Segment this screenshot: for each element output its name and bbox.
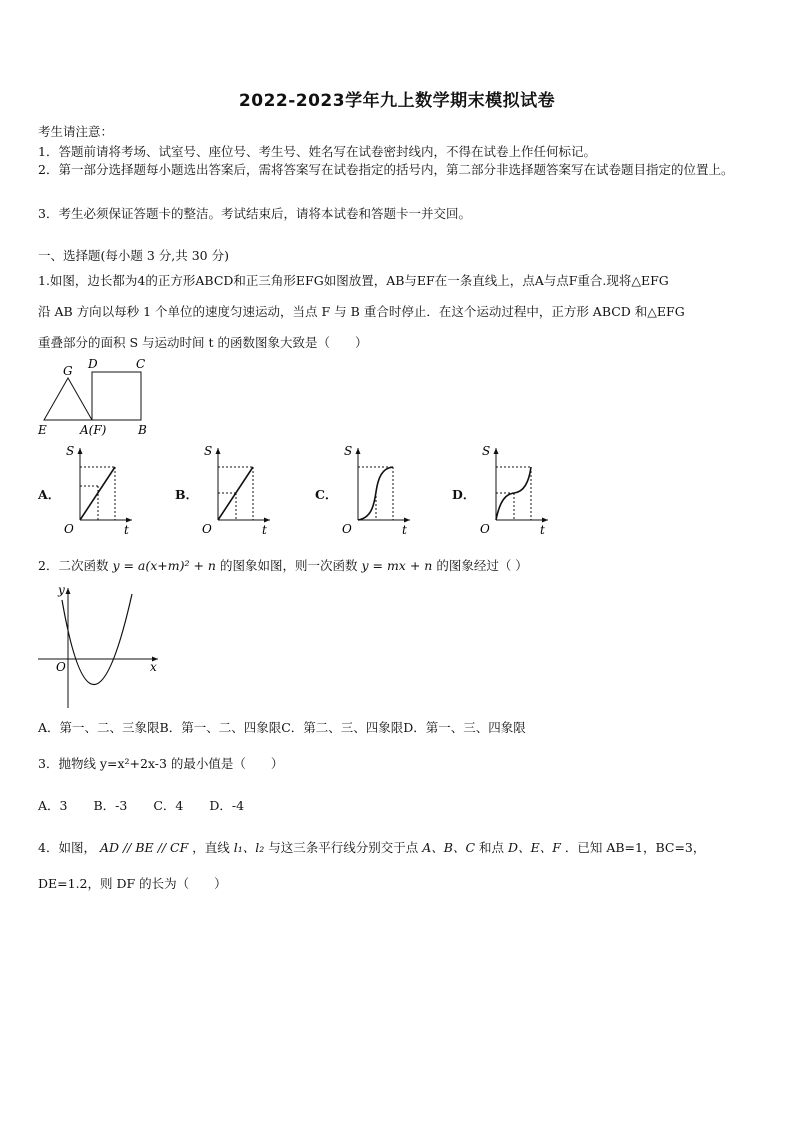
q1-option-a[interactable]: A． — [38, 487, 61, 502]
square-abcd — [92, 372, 141, 420]
q4-text-e: ．已知 AB=1，BC=3， — [564, 840, 706, 855]
q2-suffix: 的图象经过（ ） — [436, 558, 528, 573]
q1-graph-a — [60, 442, 140, 537]
q1-figure — [34, 354, 164, 438]
q2-x-label: x — [150, 660, 157, 674]
q1-option-b[interactable]: B． — [175, 487, 199, 502]
graph-c-s-label: S — [344, 444, 353, 458]
graph-a-s-label: S — [66, 444, 75, 458]
q2-linear: y = mx + n — [361, 558, 433, 573]
label-b: B — [138, 423, 147, 437]
section-heading: 一、选择题(每小题 3 分,共 30 分) — [38, 248, 229, 263]
q3-option-b[interactable]: B．-3 — [93, 798, 128, 813]
q1-graph-b — [198, 442, 278, 537]
q2-parabola-figure — [36, 582, 166, 712]
q3-question: 3．抛物线 y=x²+2x-3 的最小值是（ ） — [38, 756, 284, 771]
q1-graph-c — [338, 442, 418, 537]
label-af: A(F) — [80, 423, 107, 437]
q3-option-d[interactable]: D．-4 — [209, 798, 245, 813]
q1-line-3: 重叠部分的面积 S 与运动时间 t 的函数图象大致是（ ） — [38, 335, 368, 350]
q2-question — [38, 556, 528, 574]
q4-points-abc: A、B、C — [422, 840, 476, 855]
notice-item-2: 2．第一部分选择题每小题选出答案后，需将答案写在试卷指定的括号内，第二部分非选择题答案写在试卷题目指定的位置上。 — [38, 162, 734, 177]
q4-lines-l: l₁、l₂ — [233, 840, 265, 855]
q4-text-d: 和点 — [479, 840, 505, 855]
label-d: D — [88, 357, 98, 371]
parabola-curve — [62, 594, 132, 685]
graph-b-s-label: S — [204, 444, 213, 458]
q1-line-2: 沿 AB 方向以每秒 1 个单位的速度匀速运动，当点 F 与 B 重合时停止．在这个运动过程中，正方形 ABCD 和△EFG — [38, 304, 685, 319]
q4-points-def: D、E、F — [508, 840, 561, 855]
q3-option-a[interactable]: A．3 — [38, 798, 68, 813]
page-title: 2022-2023学年九上数学期末模拟试卷 — [238, 91, 556, 111]
graph-a-o-label: O — [64, 522, 74, 536]
graph-d-o-label: O — [480, 522, 490, 536]
q2-quadratic: y = a(x+m)² + n — [112, 558, 216, 573]
q2-y-label: y — [58, 583, 65, 597]
q1-graph-d — [476, 442, 556, 537]
graph-b-t-label: t — [262, 523, 267, 537]
q2-mid: 的图象如图，则一次函数 — [219, 558, 358, 573]
q1-option-d[interactable]: D． — [452, 487, 476, 502]
graph-a-curve — [80, 467, 115, 520]
q2-prefix: 2．二次函数 — [38, 558, 109, 573]
graph-d-s-label: S — [482, 444, 491, 458]
notice-item-1: 1．答题前请将考场、试室号、座位号、考生号、姓名写在试卷密封线内，不得在试卷上作任何标记。 — [38, 144, 596, 159]
triangle-efg — [44, 378, 92, 420]
notice-item-3: 3．考生必须保证答题卡的整洁。考试结束后，请将本试卷和答题卡一并交回。 — [38, 206, 471, 221]
label-c: C — [136, 357, 146, 371]
q4-parallel-lines: AD // BE // CF — [99, 840, 189, 855]
q4-line-2: DE=1.2，则 DF 的长为（ ） — [38, 876, 227, 891]
q2-o-label: O — [56, 660, 66, 674]
label-e: E — [38, 423, 47, 437]
q1-option-c[interactable]: C． — [315, 487, 338, 502]
q4-text-b: ，直线 — [192, 840, 230, 855]
graph-b-o-label: O — [202, 522, 212, 536]
q3-options — [38, 796, 266, 814]
q4-line-1 — [38, 838, 705, 856]
graph-c-o-label: O — [342, 522, 352, 536]
notice-heading: 考生请注意： — [38, 124, 114, 139]
q4-prefix: 4．如图， — [38, 840, 96, 855]
graph-c-t-label: t — [402, 523, 407, 537]
q3-option-c[interactable]: C．4 — [153, 798, 184, 813]
graph-d-t-label: t — [540, 523, 545, 537]
q2-options[interactable]: A．第一、二、三象限B．第一、二、四象限C．第二、三、四象限D．第一、三、四象限 — [38, 720, 526, 735]
graph-a-t-label: t — [124, 523, 129, 537]
q1-line-1: 1.如图，边长都为4的正方形ABCD和正三角形EFG如图放置，AB与EF在一条直线上，点A与点F重合.现将△EFG — [38, 273, 669, 288]
q4-text-c: 与这三条平行线分别交于点 — [268, 840, 419, 855]
label-g: G — [63, 364, 73, 378]
